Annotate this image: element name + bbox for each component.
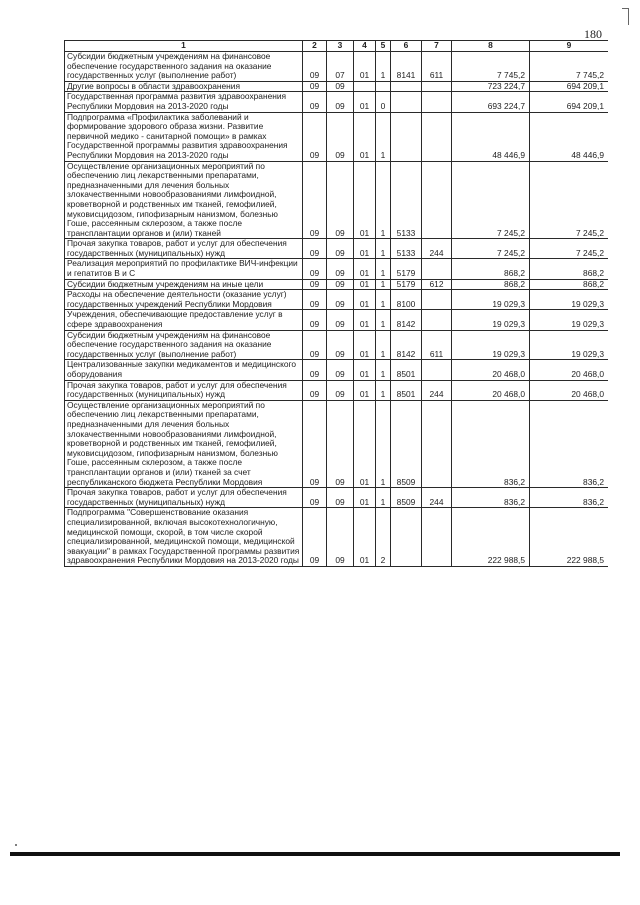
row-code-4: 01 — [354, 380, 376, 400]
row-amount-8: 48 446,9 — [452, 112, 530, 161]
row-description: Централизованные закупки медикаментов и медицинского оборудования — [65, 360, 303, 380]
row-code-5: 1 — [376, 279, 391, 290]
row-code-6: 5133 — [391, 161, 422, 239]
row-code-6: 8142 — [391, 330, 422, 360]
row-amount-8: 19 029,3 — [452, 290, 530, 310]
corner-crop-mark — [622, 8, 629, 25]
table-row — [65, 380, 609, 400]
row-code-4: 01 — [354, 400, 376, 487]
row-code-6 — [391, 81, 422, 92]
row-code-6: 5179 — [391, 259, 422, 279]
row-code-2: 09 — [303, 488, 327, 508]
row-code-6: 5179 — [391, 279, 422, 290]
row-code-4: 01 — [354, 52, 376, 82]
row-code-3: 09 — [327, 488, 354, 508]
row-code-6 — [391, 92, 422, 112]
page-bottom-rule — [10, 852, 620, 856]
row-code-3: 09 — [327, 259, 354, 279]
row-code-3: 09 — [327, 330, 354, 360]
row-code-7 — [422, 259, 452, 279]
row-description: Государственная программа развития здравоохранения Республики Мордовия на 2013-2020 годы — [65, 92, 303, 112]
row-code-2: 09 — [303, 81, 327, 92]
row-code-2: 09 — [303, 380, 327, 400]
row-code-5: 1 — [376, 112, 391, 161]
row-amount-8: 20 468,0 — [452, 360, 530, 380]
row-description: Расходы на обеспечение деятельности (оказание услуг) государственных учреждений Республики Мордовия — [65, 290, 303, 310]
row-code-7: 611 — [422, 330, 452, 360]
row-code-4: 01 — [354, 239, 376, 259]
header-cell-7: 7 — [422, 41, 452, 52]
table-body — [65, 52, 609, 567]
table-row — [65, 310, 609, 330]
table-row — [65, 81, 609, 92]
row-code-7 — [422, 310, 452, 330]
row-amount-8: 7 245,2 — [452, 161, 530, 239]
row-description: Субсидии бюджетным учреждениям на иные цели — [65, 279, 303, 290]
row-code-5: 1 — [376, 488, 391, 508]
row-code-7 — [422, 508, 452, 567]
row-amount-9: 7 245,2 — [530, 239, 609, 259]
row-code-3: 09 — [327, 112, 354, 161]
row-code-3: 09 — [327, 508, 354, 567]
row-amount-9: 836,2 — [530, 488, 609, 508]
row-description: Прочая закупка товаров, работ и услуг для обеспечения государственных (муниципальных) нужд — [65, 380, 303, 400]
header-cell-8: 8 — [452, 41, 530, 52]
header-cell-4: 4 — [354, 41, 376, 52]
row-description: Субсидии бюджетным учреждениям на финансовое обеспечение государственного задания на оказание государственных услуг (выполнение работ) — [65, 330, 303, 360]
row-amount-9: 868,2 — [530, 259, 609, 279]
budget-table — [64, 40, 608, 567]
table-row — [65, 290, 609, 310]
scan-dot — [15, 844, 17, 846]
row-code-3: 07 — [327, 52, 354, 82]
row-code-4: 01 — [354, 360, 376, 380]
row-code-5: 1 — [376, 310, 391, 330]
row-amount-9: 694 209,1 — [530, 81, 609, 92]
row-description: Прочая закупка товаров, работ и услуг для обеспечения государственных (муниципальных) нужд — [65, 488, 303, 508]
row-amount-9: 868,2 — [530, 279, 609, 290]
header-cell-6: 6 — [391, 41, 422, 52]
row-code-5: 1 — [376, 239, 391, 259]
row-code-2: 09 — [303, 290, 327, 310]
row-code-7: 612 — [422, 279, 452, 290]
row-code-6: 8501 — [391, 380, 422, 400]
row-code-6: 8100 — [391, 290, 422, 310]
row-description: Прочая закупка товаров, работ и услуг для обеспечения государственных (муниципальных) нужд — [65, 239, 303, 259]
row-code-3: 09 — [327, 161, 354, 239]
row-code-7 — [422, 161, 452, 239]
row-code-6: 8509 — [391, 400, 422, 487]
row-amount-8: 836,2 — [452, 400, 530, 487]
table-row — [65, 259, 609, 279]
table-row — [65, 508, 609, 567]
row-code-2: 09 — [303, 52, 327, 82]
row-amount-9: 48 446,9 — [530, 112, 609, 161]
row-code-7 — [422, 81, 452, 92]
table-row — [65, 360, 609, 380]
row-code-4: 01 — [354, 92, 376, 112]
row-code-2: 09 — [303, 279, 327, 290]
row-code-7: 244 — [422, 488, 452, 508]
row-code-4: 01 — [354, 259, 376, 279]
row-code-7 — [422, 400, 452, 487]
row-amount-9: 7 745,2 — [530, 52, 609, 82]
row-code-7: 611 — [422, 52, 452, 82]
table-row — [65, 239, 609, 259]
row-amount-9: 19 029,3 — [530, 310, 609, 330]
row-code-5: 1 — [376, 400, 391, 487]
row-code-6 — [391, 508, 422, 567]
row-description: Другие вопросы в области здравоохранения — [65, 81, 303, 92]
row-code-6: 8141 — [391, 52, 422, 82]
row-amount-9: 20 468,0 — [530, 380, 609, 400]
row-code-2: 09 — [303, 360, 327, 380]
row-code-4: 01 — [354, 112, 376, 161]
row-code-6: 8501 — [391, 360, 422, 380]
row-code-2: 09 — [303, 330, 327, 360]
row-amount-8: 868,2 — [452, 279, 530, 290]
table-row — [65, 112, 609, 161]
row-amount-9: 19 029,3 — [530, 290, 609, 310]
row-code-5: 1 — [376, 161, 391, 239]
row-code-5: 1 — [376, 52, 391, 82]
row-code-7 — [422, 290, 452, 310]
budget-table-container — [64, 40, 608, 807]
row-amount-9: 222 988,5 — [530, 508, 609, 567]
header-cell-5: 5 — [376, 41, 391, 52]
header-cell-9: 9 — [530, 41, 609, 52]
row-code-3: 09 — [327, 279, 354, 290]
row-code-5: 1 — [376, 330, 391, 360]
row-amount-8: 7 245,2 — [452, 239, 530, 259]
row-amount-9: 20 468,0 — [530, 360, 609, 380]
row-amount-8: 20 468,0 — [452, 380, 530, 400]
row-code-3: 09 — [327, 360, 354, 380]
row-amount-9: 19 029,3 — [530, 330, 609, 360]
header-row — [65, 41, 609, 52]
row-description: Учреждения, обеспечивающие предоставление услуг в сфере здравоохранения — [65, 310, 303, 330]
row-code-2: 09 — [303, 400, 327, 487]
row-code-2: 09 — [303, 239, 327, 259]
table-row — [65, 330, 609, 360]
row-code-4: 01 — [354, 310, 376, 330]
row-amount-9: 836,2 — [530, 400, 609, 487]
table-row — [65, 400, 609, 487]
row-code-2: 09 — [303, 112, 327, 161]
row-amount-8: 7 745,2 — [452, 52, 530, 82]
row-code-7: 244 — [422, 239, 452, 259]
row-code-3: 09 — [327, 290, 354, 310]
table-row — [65, 279, 609, 290]
row-code-3: 09 — [327, 400, 354, 487]
row-code-5 — [376, 81, 391, 92]
row-description: Подпрограмма «Профилактика заболеваний и формирование здорового образа жизни. Развитие первичной медико - санитарной помощи» в рамках Государственной программы развития здравоохранения Республики Мордовия на 2013-2020 годы — [65, 112, 303, 161]
table-row — [65, 92, 609, 112]
row-code-4: 01 — [354, 330, 376, 360]
row-description: Осуществление организационных мероприятий по обеспечению лиц лекарственными препаратами, предназначенными для лечения больных злокачественными новообразованиями лимфоидной, кроветворной и родственных им тканей, гемофилией, муковисцидозом, гипофизарным нанизмом, болезнью Гоше, рассеянным склерозом, а также после трансплантации органов и (или) тканей — [65, 161, 303, 239]
row-code-4: 01 — [354, 508, 376, 567]
row-code-6 — [391, 112, 422, 161]
row-amount-9: 694 209,1 — [530, 92, 609, 112]
row-code-6: 5133 — [391, 239, 422, 259]
table-row — [65, 52, 609, 82]
row-code-5: 1 — [376, 380, 391, 400]
table-row — [65, 488, 609, 508]
row-code-4: 01 — [354, 279, 376, 290]
row-amount-8: 19 029,3 — [452, 330, 530, 360]
row-code-3: 09 — [327, 239, 354, 259]
row-code-5: 0 — [376, 92, 391, 112]
row-code-5: 2 — [376, 508, 391, 567]
row-code-2: 09 — [303, 161, 327, 239]
row-code-7: 244 — [422, 380, 452, 400]
row-amount-8: 836,2 — [452, 488, 530, 508]
row-code-7 — [422, 360, 452, 380]
table-row — [65, 161, 609, 239]
row-amount-8: 693 224,7 — [452, 92, 530, 112]
row-amount-9: 7 245,2 — [530, 161, 609, 239]
row-code-3: 09 — [327, 81, 354, 92]
page-number: 180 — [584, 27, 602, 41]
row-code-5: 1 — [376, 259, 391, 279]
row-amount-8: 19 029,3 — [452, 310, 530, 330]
row-code-6: 8509 — [391, 488, 422, 508]
row-code-3: 09 — [327, 380, 354, 400]
row-code-6: 8142 — [391, 310, 422, 330]
row-code-2: 09 — [303, 92, 327, 112]
row-code-4: 01 — [354, 488, 376, 508]
row-code-4 — [354, 81, 376, 92]
row-code-4: 01 — [354, 161, 376, 239]
header-cell-1: 1 — [65, 41, 303, 52]
row-code-4: 01 — [354, 290, 376, 310]
row-code-3: 09 — [327, 92, 354, 112]
row-description: Реализация мероприятий по профилактике ВИЧ-инфекции и гепатитов В и С — [65, 259, 303, 279]
row-amount-8: 868,2 — [452, 259, 530, 279]
row-code-2: 09 — [303, 508, 327, 567]
row-amount-8: 723 224,7 — [452, 81, 530, 92]
row-amount-8: 222 988,5 — [452, 508, 530, 567]
header-cell-2: 2 — [303, 41, 327, 52]
row-code-7 — [422, 112, 452, 161]
row-code-2: 09 — [303, 259, 327, 279]
row-description: Подпрограмма "Совершенствование оказания специализированной, включая высокотехнологичную, медицинской помощи, скорой, в том числе скорой специализированной, медицинской помощи, медицинской эвакуации" в рамках Государственной программы развития здравоохранения Республики Мордовия на 2013-2020 годы — [65, 508, 303, 567]
row-code-7 — [422, 92, 452, 112]
row-code-2: 09 — [303, 310, 327, 330]
header-cell-3: 3 — [327, 41, 354, 52]
row-description: Субсидии бюджетным учреждениям на финансовое обеспечение государственного задания на оказание государственных услуг (выполнение работ) — [65, 52, 303, 82]
row-code-3: 09 — [327, 310, 354, 330]
row-code-5: 1 — [376, 360, 391, 380]
row-description: Осуществление организационных мероприятий по обеспечению лиц лекарственными препаратами, предназначенными для лечения больных злокачественными новообразованиями лимфоидной, кроветворной и родственных им тканей, гемофилией, муковисцидозом, гипофизарным нанизмом, болезнью Гоше, рассеянным склерозом, а также после трансплантации органов и (или) тканей за счет республиканского бюджета Республики Мордовия — [65, 400, 303, 487]
row-code-5: 1 — [376, 290, 391, 310]
